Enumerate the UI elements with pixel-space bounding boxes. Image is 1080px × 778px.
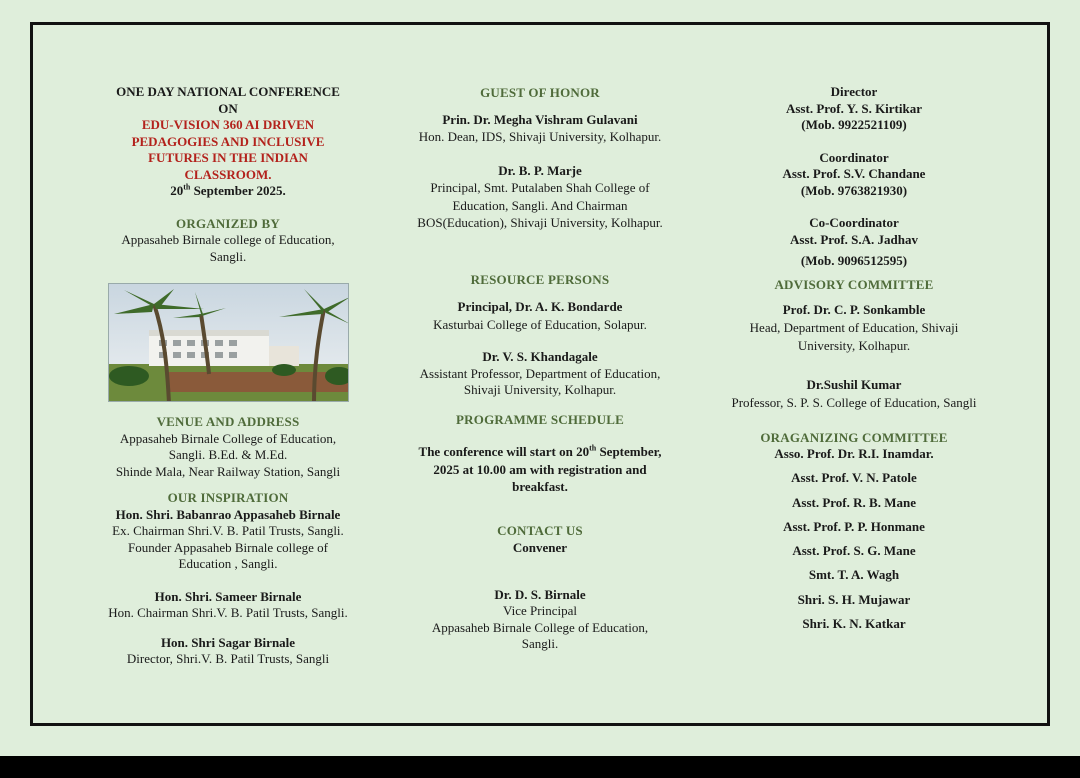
advisory-1-name: Prof. Dr. C. P. Sonkamble bbox=[782, 302, 926, 317]
conference-on: ON bbox=[218, 100, 238, 116]
committee-member: Shri. K. N. Katkar bbox=[802, 616, 906, 632]
column-middle bbox=[370, 84, 710, 653]
venue-line-1: Appasaheb Birnale College of Education, bbox=[119, 430, 337, 446]
inspiration-1-role-1: Ex. Chairman Shri.V. B. Patil Trusts, Sangli. bbox=[112, 523, 344, 538]
college-photo bbox=[108, 283, 349, 402]
committee-member: Smt. T. A. Wagh bbox=[808, 567, 900, 583]
committee-member: Asst. Prof. S. G. Mane bbox=[792, 543, 916, 559]
committee-member: Asst. Prof. R. B. Mane bbox=[792, 494, 916, 510]
resource-1-role: Kasturbai College of Education, Solapur. bbox=[433, 316, 647, 332]
coordinator-name: Asst. Prof. S.V. Chandane bbox=[782, 166, 926, 181]
bottom-black-bar bbox=[0, 756, 1080, 778]
inspiration-2-name: Hon. Shri. Sameer Birnale bbox=[154, 588, 302, 604]
co-coordinator-label: Co-Coordinator bbox=[809, 215, 899, 230]
resource-2-name: Dr. V. S. Khandagale bbox=[482, 349, 598, 364]
guest-2-name: Dr. B. P. Marje bbox=[498, 162, 582, 178]
resource-2-role-2: Shivaji University, Kolhapur. bbox=[463, 382, 617, 397]
inspiration-1-role-2: Founder Appasaheb Birnale college of bbox=[128, 539, 328, 555]
convener-role: Vice Principal bbox=[503, 603, 577, 618]
venue-line-3: Shinde Mala, Near Railway Station, Sangli bbox=[115, 463, 341, 479]
director-mobile: (Mob. 9922521109) bbox=[801, 117, 907, 132]
inspiration-3-role: Director, Shri.V. B. Patil Trusts, Sangli bbox=[126, 651, 330, 666]
committee-member: Shri. S. H. Mujawar bbox=[797, 591, 911, 607]
coordinator-label: Coordinator bbox=[819, 149, 889, 165]
advisory-2-role: Professor, S. P. S. College of Education, Sangli bbox=[731, 394, 977, 410]
theme-line-4: CLASSROOM. bbox=[184, 166, 272, 182]
advisory-1-role-1: Head, Department of Education, Shivaji bbox=[749, 319, 959, 335]
inspiration-3-name: Hon. Shri Sagar Birnale bbox=[160, 634, 296, 650]
conference-title: ONE DAY NATIONAL CONFERENCE bbox=[116, 84, 340, 99]
advisory-1-role-2: University, Kolhapur. bbox=[797, 338, 911, 353]
guest-2-role-2: Education, Sangli. And Chairman bbox=[452, 197, 628, 213]
guest-1-role: Hon. Dean, IDS, Shivaji University, Kolhapur. bbox=[418, 129, 662, 144]
resource-1-name: Principal, Dr. A. K. Bondarde bbox=[457, 299, 623, 314]
column-left bbox=[58, 84, 398, 668]
venue-heading: VENUE AND ADDRESS bbox=[156, 414, 300, 429]
convener-org-2: Sangli. bbox=[521, 636, 559, 651]
contact-us-heading: CONTACT US bbox=[497, 522, 583, 538]
advisory-committee-heading: ADVISORY COMMITTEE bbox=[774, 276, 934, 292]
coordinator-mobile: (Mob. 9763821930) bbox=[800, 182, 908, 198]
organized-by-heading: ORGANIZED BY bbox=[176, 215, 280, 231]
guest-2-role-1: Principal, Smt. Putalaben Shah College of bbox=[430, 180, 650, 195]
conference-date: 20th September 2025. bbox=[170, 182, 286, 198]
programme-schedule-heading: PROGRAMME SCHEDULE bbox=[456, 411, 624, 427]
organizing-committee-heading: ORAGANIZING COMMITTEE bbox=[760, 429, 948, 445]
director-name: Asst. Prof. Y. S. Kirtikar bbox=[785, 100, 923, 116]
organizer-line-1: Appasaheb Birnale college of Education, bbox=[121, 232, 335, 247]
schedule-line-3: breakfast. bbox=[512, 479, 568, 494]
organizing-committee-list bbox=[704, 442, 1004, 636]
theme-line-1: EDU-VISION 360 AI DRIVEN bbox=[141, 117, 315, 132]
co-coordinator-mobile: (Mob. 9096512595) bbox=[800, 253, 908, 268]
schedule-line-2: 2025 at 10.00 am with registration and bbox=[433, 461, 647, 477]
guest-2-role-3: BOS(Education), Shivaji University, Kolhapur. bbox=[417, 215, 663, 230]
guest-of-honor-heading: GUEST OF HONOR bbox=[480, 85, 600, 100]
committee-member: Asst. Prof. P. P. Honmane bbox=[783, 518, 925, 534]
column-right bbox=[704, 84, 1004, 636]
inspiration-heading: OUR INSPIRATION bbox=[167, 490, 289, 505]
organizer-line-2: Sangli. bbox=[209, 248, 247, 264]
college-photo-image bbox=[109, 284, 349, 402]
venue-line-2: Sangli. B.Ed. & M.Ed. bbox=[168, 447, 288, 462]
resource-2-role-1: Assistant Professor, Department of Education, bbox=[419, 365, 661, 381]
committee-member: Asst. Prof. V. N. Patole bbox=[791, 470, 917, 486]
theme-line-2: PEDAGOGIES AND INCLUSIVE bbox=[131, 133, 325, 149]
committee-member: Asso. Prof. Dr. R.I. Inamdar. bbox=[774, 446, 934, 461]
inspiration-1-name: Hon. Shri. Babanrao Appasaheb Birnale bbox=[115, 506, 341, 522]
inspiration-1-role-3: Education , Sangli. bbox=[178, 556, 278, 571]
convener-name: Dr. D. S. Birnale bbox=[494, 586, 586, 602]
co-coordinator-name: Asst. Prof. S.A. Jadhav bbox=[790, 231, 918, 247]
director-label: Director bbox=[830, 84, 878, 99]
convener-org-1: Appasaheb Birnale College of Education, bbox=[431, 619, 649, 635]
resource-persons-heading: RESOURCE PERSONS bbox=[470, 271, 610, 287]
schedule-line-1: The conference will start on 20th September, bbox=[418, 443, 662, 459]
advisory-2-name: Dr.Sushil Kumar bbox=[806, 376, 902, 392]
guest-1-name: Prin. Dr. Megha Vishram Gulavani bbox=[442, 111, 638, 127]
convener-label: Convener bbox=[512, 540, 568, 555]
theme-line-3: FUTURES IN THE INDIAN bbox=[148, 150, 308, 165]
inspiration-2-role: Hon. Chairman Shri.V. B. Patil Trusts, Sangli. bbox=[108, 605, 348, 620]
